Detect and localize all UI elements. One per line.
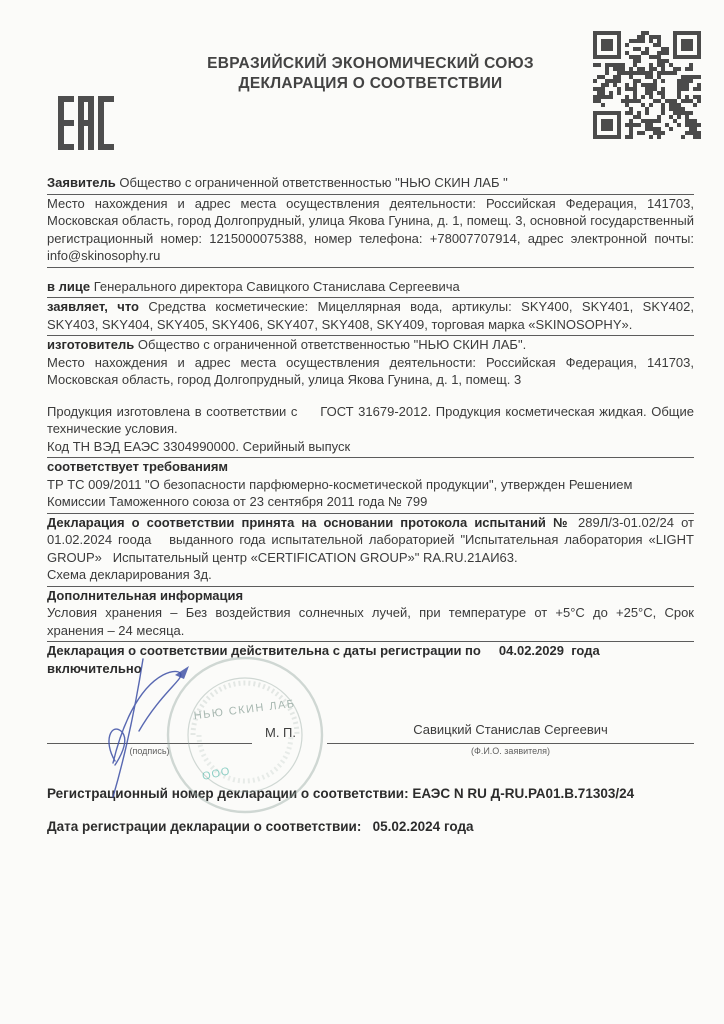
represented-by-line (47, 278, 694, 299)
registration-date-label: Дата регистрации декларации о соответствии: (47, 818, 362, 834)
manufacturer-address: Место нахождения и адрес места осуществления деятельности: Российская Федерация, 141703, Московская область, город Долгопрудный, улица Якова Гунина, д. 1, помещ. 3 (47, 354, 694, 387)
registration-number-value: ЕАЭС N RU Д-RU.РА01.В.71303/24 (412, 786, 635, 801)
basis-line (47, 514, 698, 567)
represented-by-value: Генерального директора Савицкого Станислава Сергеевича (93, 278, 460, 294)
applicant-address: Место нахождения и адрес места осуществления деятельности: Российская Федерация, 141703, Московская область, город Долгопрудный, улица Якова Гунина, д. 1, помещ. 3, основной государственный регистрационный номер: 1215000075388, номер телефона: +78007707914, адрес электронной почты: info@skinosophy.ru (47, 195, 694, 268)
validity-line: Декларация о соответствии действительна с даты регистрации по 04.02.2029 года включительно (47, 643, 604, 676)
additional-info-label: Дополнительная информация (47, 587, 244, 603)
header-doc-title: ДЕКЛАРАЦИЯ О СООТВЕТСТВИИ (238, 75, 503, 92)
compliance-regulation: ТР ТС 009/2011 "О безопасности парфюмерно-косметической продукции", утвержден Решением Комиссии Таможенного союза от 23 сентября 2011 года № 799 (47, 476, 694, 514)
production-code: Код ТН ВЭД ЕАЭС 3304990000. Серийный выпуск (47, 438, 694, 459)
registration-number-label: Регистрационный номер декларации о соответствии: (47, 786, 409, 801)
registration-date-value: 05.02.2024 года (372, 818, 474, 834)
declares-label: заявляет, что (47, 299, 139, 314)
header-union-title: ЕВРАЗИЙСКИЙ ЭКОНОМИЧЕСКИЙ СОЮЗ (207, 55, 534, 72)
represented-by-label: в лице (47, 278, 91, 294)
registration-number-line (47, 785, 694, 803)
stamp-org-abbr-text: ООО (201, 765, 232, 783)
compliance-label: соответствует требованиям (47, 459, 229, 474)
signature-caption: (подпись) (129, 746, 170, 756)
stamp-place-label: М. П. (265, 725, 297, 740)
storage-conditions: Условия хранения – Без воздействия солнечных лучей, при температуре от +5°С до +25°С, Срок хранения – 24 месяца. (47, 604, 694, 642)
declaration-scheme: Схема декларирования 3д. (47, 566, 694, 587)
name-line (327, 743, 694, 744)
declares-value: Средства косметические: Мицеллярная вода, артикулы: SKY400, SKY401, SKY402, SKY403, SKY404, SKY405, SKY406, SKY407, SKY408, SKY409, торговая марка «SKINOSOPHY». (47, 299, 694, 332)
basis-value: 289Л/3-01.02/24 от 01.02.2024 гоода выданного года испытательной лабораторией "Испытательная лаборатория «LIGHT GROUP» Испытательный центр «CERTIFICATION GROUP»" RA.RU.21АИ63. (47, 514, 698, 565)
stamp-company-text: НЬЮ СКИН ЛАБ (193, 697, 297, 723)
basis-label: Декларация о соответствии принята на основании протокола испытаний № (47, 514, 571, 530)
applicant-full-name: Савицкий Станислав Сергеевич (413, 722, 608, 737)
manufacturer-label: изготовитель (47, 337, 135, 352)
manufacturer-line (47, 336, 694, 354)
signature-block (47, 683, 694, 783)
name-caption: (Ф.И.О. заявителя) (471, 746, 550, 756)
eac-logo-icon (58, 96, 114, 155)
registration-date-line (47, 818, 694, 836)
applicant-line (47, 174, 694, 195)
applicant-value: Общество с ограниченной ответственностью "НЬЮ СКИН ЛАБ " (119, 175, 508, 190)
production-standard: Продукция изготовлена в соответствии с ГОСТ 31679-2012. Продукция косметическая жидкая. Общие технические условия. (47, 403, 698, 436)
signature-line (47, 743, 252, 744)
applicant-label: Заявитель (47, 175, 116, 190)
declares-line (47, 298, 694, 336)
manufacturer-value: Общество с ограниченной ответственностью "НЬЮ СКИН ЛАБ". (137, 337, 527, 352)
qr-code-icon (590, 28, 704, 142)
